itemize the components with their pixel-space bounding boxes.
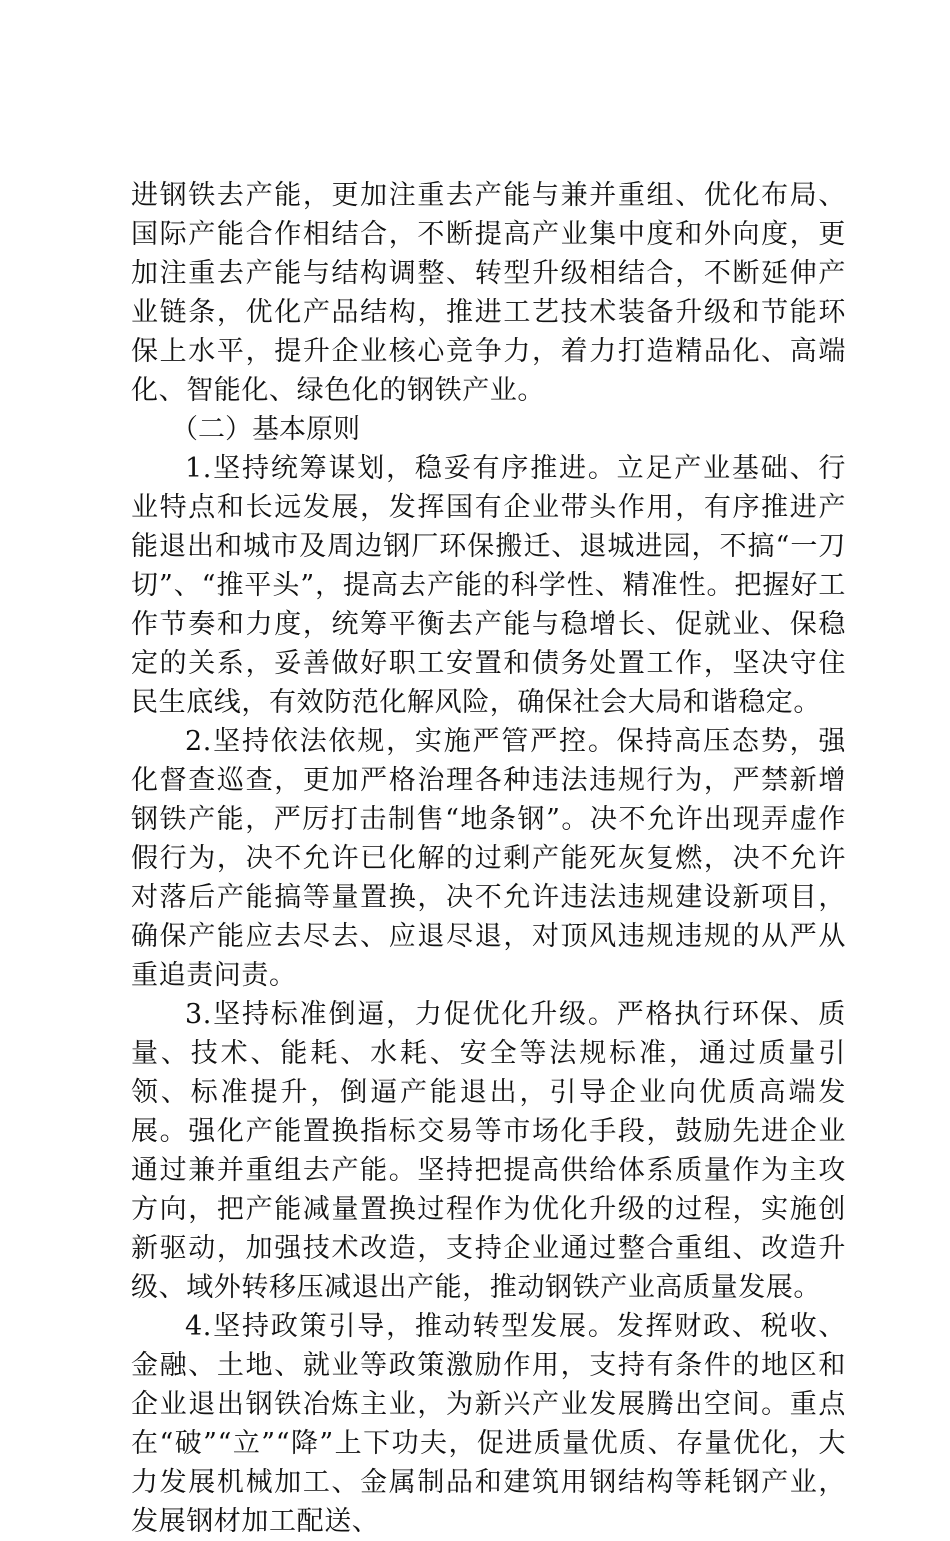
principle-paragraph-2: 2.坚持依法依规，实施严管严控。保持高压态势，强化督查巡查，更加严格治理各种违法违规行为，严禁新增钢铁产能，严厉打击制售“地条钢”。决不允许出现弄虚作假行为，决不允许已化解的过剩产能死灰复燃，决不允许对落后产能搞等量置换，决不允许违法违规建设新项目，确保产能应去尽去、应退尽退，对顶风违规违规的从严从重追责问责。 [131, 726, 846, 991]
principle-paragraph-4: 4.坚持政策引导，推动转型发展。发挥财政、税收、金融、土地、就业等政策激励作用，支持有条件的地区和企业退出钢铁冶炼主业，为新兴产业发展腾出空间。重点在“破”“立”“降”上下功夫，促进质量优质、存量优化，大力发展机械加工、金属制品和建筑用钢结构等耗钢产业，发展钢材加工配送、 [131, 1311, 846, 1537]
section-heading: （二）基本原则 [171, 414, 360, 445]
principle-paragraph-1: 1.坚持统筹谋划，稳妥有序推进。立足产业基础、行业特点和长远发展，发挥国有企业带头作用，有序推进产能退出和城市及周边钢厂环保搬迁、退城进园，不搞“一刀切”、“推平头”，提高去产能的科学性、精准性。把握好工作节奏和力度，统筹平衡去产能与稳增长、促就业、保稳定的关系，妥善做好职工安置和债务处置工作，坚决守住民生底线，有效防范化解风险，确保社会大局和谐稳定。 [131, 453, 846, 718]
principle-paragraph-3: 3.坚持标准倒逼，力促优化升级。严格执行环保、质量、技术、能耗、水耗、安全等法规标准，通过质量引领、标准提升，倒逼产能退出，引导企业向优质高端发展。强化产能置换指标交易等市场化手段，鼓励先进企业通过兼并重组去产能。坚持把提高供给体系质量作为主攻方向，把产能减量置换过程作为优化升级的过程，实施创新驱动，加强技术改造，支持企业通过整合重组、改造升级、域外转移压减退出产能，推动钢铁产业高质量发展。 [131, 999, 846, 1303]
document-body [131, 176, 846, 1541]
paragraph-continuation: 进钢铁去产能，更加注重去产能与兼并重组、优化布局、国际产能合作相结合，不断提高产业集中度和外向度，更加注重去产能与结构调整、转型升级相结合，不断延伸产业链条，优化产品结构，推进工艺技术装备升级和节能环保上水平，提升企业核心竞争力，着力打造精品化、高端化、智能化、绿色化的钢铁产业。 [131, 180, 846, 406]
